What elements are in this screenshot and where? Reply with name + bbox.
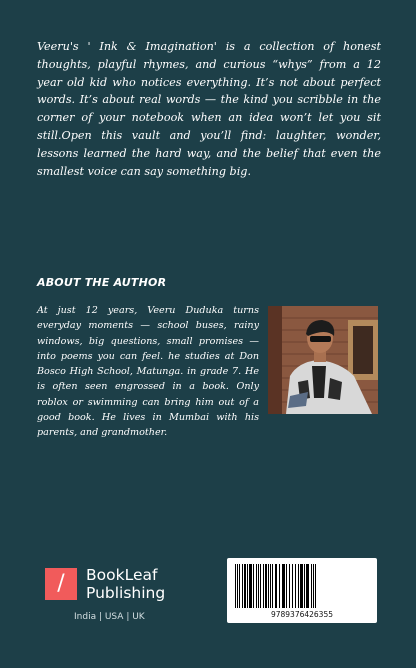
about-author-heading: ABOUT THE AUTHOR xyxy=(37,276,167,289)
barcode-bar xyxy=(239,564,240,608)
author-bio: At just 12 years, Veeru Duduka turns everyday moments — school buses, rainy windows, big questions, small promises — into poems you can feel. he studies at Don Bosco High School, Matunga. in grade 7. He is often seen engrossed in a book. Only roblox or swimming can bring him out of a good book. He lives in Mumbai with his parents, and grandmother. xyxy=(37,305,259,439)
barcode-bar xyxy=(279,564,280,608)
barcode-bar xyxy=(272,564,273,608)
barcode-bar xyxy=(282,564,285,608)
back-cover-blurb: Veeru's ' Ink & Imagination' is a collection of honest thoughts, playful rhymes, and curious “whys” from a 12 year old kid who notices everything. It’s not about perfect words. It’s about real words — the kind you scribble in the corner of your notebook when an idea won’t let you sit still.Open this vault and you’ll find: laughter, wonder, lessons learned the hard way, and the belief that even the smallest voice can say something big. xyxy=(37,40,381,178)
barcode-bar xyxy=(263,564,264,608)
barcode-bar xyxy=(286,564,287,608)
barcode-bar xyxy=(289,564,290,608)
barcode-bar xyxy=(270,564,271,608)
barcode-bar xyxy=(235,564,236,608)
barcode-bar xyxy=(311,564,312,608)
barcode-bar xyxy=(275,564,277,608)
isbn-number: 9789376426355 xyxy=(270,610,334,619)
barcode-bar xyxy=(253,564,254,608)
publisher-name-line2: Publishing xyxy=(86,584,166,602)
barcode-bar xyxy=(315,564,316,608)
barcode-bar xyxy=(304,564,305,608)
publisher-name xyxy=(86,566,165,602)
barcode-bar xyxy=(247,564,248,608)
barcode-bars-icon xyxy=(233,564,371,608)
publisher-name-line1: BookLeaf xyxy=(86,566,158,584)
logo-slash-icon: / xyxy=(57,571,65,596)
barcode-bar xyxy=(292,564,293,608)
author-photo xyxy=(268,306,378,414)
barcode-bar xyxy=(249,564,252,608)
barcode-bar xyxy=(268,564,269,608)
barcode-bar xyxy=(313,564,314,608)
isbn-barcode xyxy=(227,558,377,623)
barcode-bar xyxy=(258,564,259,608)
barcode-bar xyxy=(260,564,261,608)
barcode-bar xyxy=(242,564,243,608)
barcode-bar xyxy=(295,564,296,608)
barcode-bar xyxy=(265,564,267,608)
publisher-regions: India | USA | UK xyxy=(74,612,145,622)
barcode-bar xyxy=(300,564,303,608)
barcode-bar xyxy=(237,564,238,608)
bookleaf-logo xyxy=(45,568,77,600)
barcode-bar xyxy=(298,564,299,608)
barcode-bar xyxy=(306,564,309,608)
barcode-bar xyxy=(244,564,246,608)
barcode-bar xyxy=(256,564,257,608)
